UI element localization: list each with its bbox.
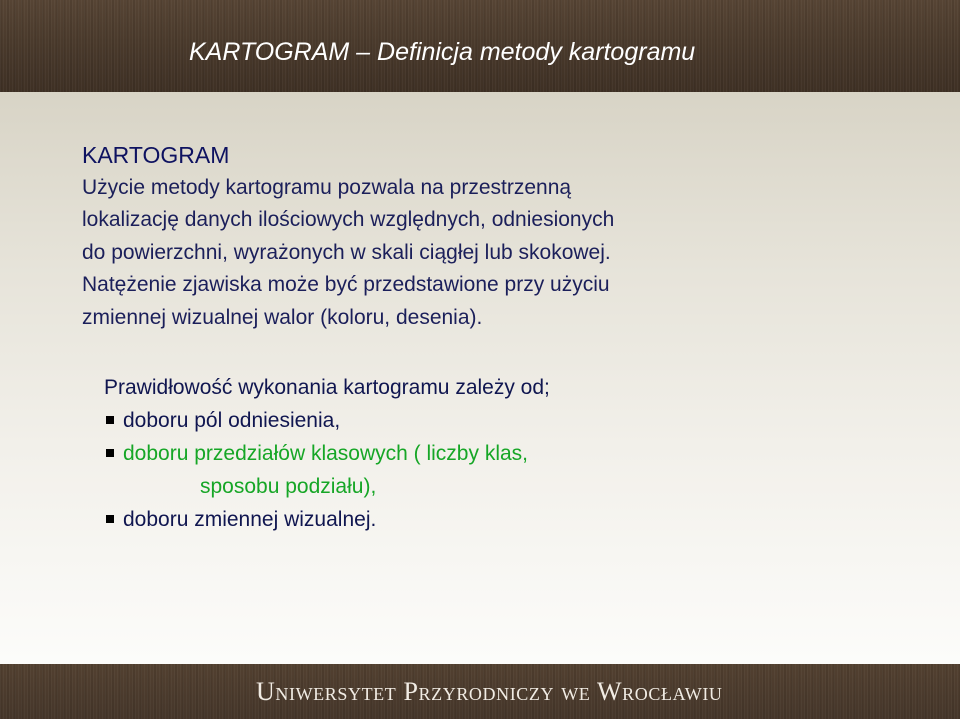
criteria-lead: Prawidłowość wykonania kartogramu zależy od;	[104, 376, 550, 399]
list-item-text: doboru pól odniesienia,	[123, 409, 341, 432]
list-item	[104, 437, 944, 503]
slide-title: KARTOGRAM – Definicja metody kartogramu	[189, 38, 696, 66]
criteria-block	[104, 371, 944, 536]
definition-line: do powierzchni, wyrażonych w skali ciągłej lub skokowej.	[82, 240, 611, 264]
list-item	[104, 503, 944, 536]
institution-name: Uniwersytet Przyrodniczy we Wrocławiu	[256, 677, 723, 706]
definition-line: zmiennej wizualnej walor (koloru, desenia).	[82, 305, 483, 329]
square-bullet-icon	[106, 416, 114, 424]
definition-line: lokalizację danych ilościowych względnych, odniesionych	[82, 208, 615, 232]
definition-block	[82, 139, 942, 335]
square-bullet-icon	[106, 515, 114, 523]
list-item	[104, 404, 944, 437]
list-item-text: doboru przedziałów klasowych ( liczby klas,	[123, 442, 528, 465]
square-bullet-icon	[106, 449, 114, 457]
definition-line: Użycie metody kartogramu pozwala na przestrzenną	[82, 175, 572, 199]
definition-heading: KARTOGRAM	[82, 142, 230, 168]
list-item-continuation: sposobu podziału),	[200, 475, 377, 498]
definition-line: Natężenie zjawiska może być przedstawione przy użyciu	[82, 273, 610, 297]
list-item-text: doboru zmiennej wizualnej.	[123, 508, 377, 531]
criteria-list	[104, 404, 944, 536]
